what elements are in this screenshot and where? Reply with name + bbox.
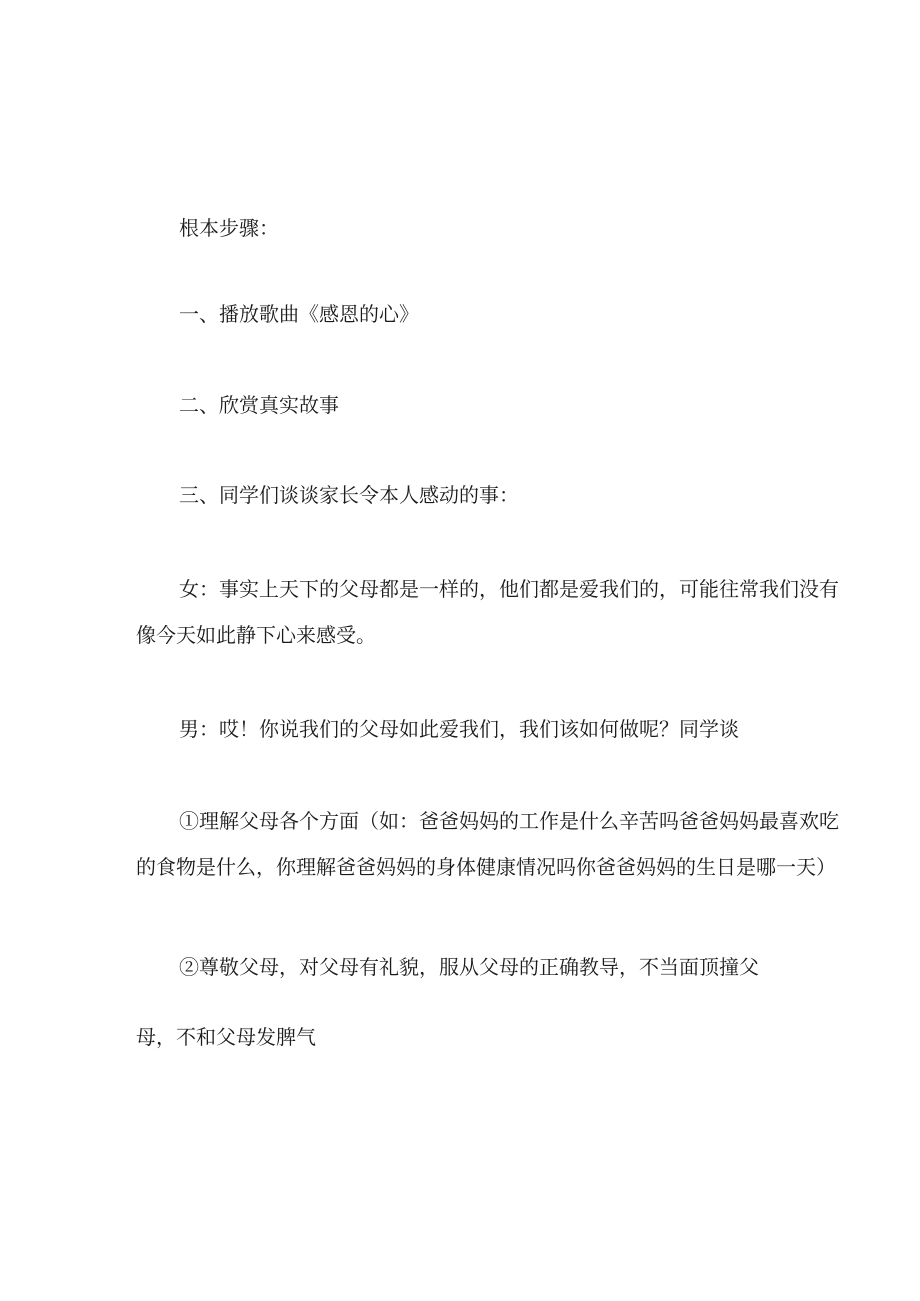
paragraph-line: 三、同学们谈谈家长令本人感动的事：	[179, 483, 519, 507]
paragraph-line: 像今天如此静下心来感受。	[136, 623, 376, 647]
paragraph-line: ②尊敬父母，对父母有礼貌，服从父母的正确教导，不当面顶撞父	[179, 955, 759, 979]
paragraph-line: 母，不和父母发脾气	[136, 1025, 316, 1049]
paragraph-line: 根本步骤：	[179, 216, 279, 240]
paragraph-item-two-continued	[136, 1014, 816, 1060]
paragraph-line: 女：事实上天下的父母都是一样的，他们都是爱我们的，可能往常我们没有	[179, 577, 839, 601]
paragraph-male-speaker	[136, 706, 816, 752]
paragraph-basic-steps	[136, 205, 816, 251]
paragraph-line: 二、欣赏真实故事	[179, 393, 339, 417]
paragraph-item-two	[136, 944, 816, 990]
paragraph-line: ①理解父母各个方面（如：爸爸妈妈的工作是什么辛苦吗爸爸妈妈最喜欢吃	[179, 809, 839, 833]
paragraph-line: 的食物是什么，你理解爸爸妈妈的身体健康情况吗你爸爸妈妈的生日是哪一天）	[136, 855, 836, 879]
paragraph-step-three	[136, 472, 816, 518]
paragraph-step-two	[136, 382, 816, 428]
paragraph-female-speaker	[136, 566, 839, 658]
paragraph-line: 一、播放歌曲《感恩的心》	[179, 302, 419, 326]
paragraph-line: 男：哎！你说我们的父母如此爱我们，我们该如何做呢？同学谈	[179, 717, 739, 741]
paragraph-item-one	[136, 798, 839, 890]
paragraph-step-one	[136, 291, 816, 337]
